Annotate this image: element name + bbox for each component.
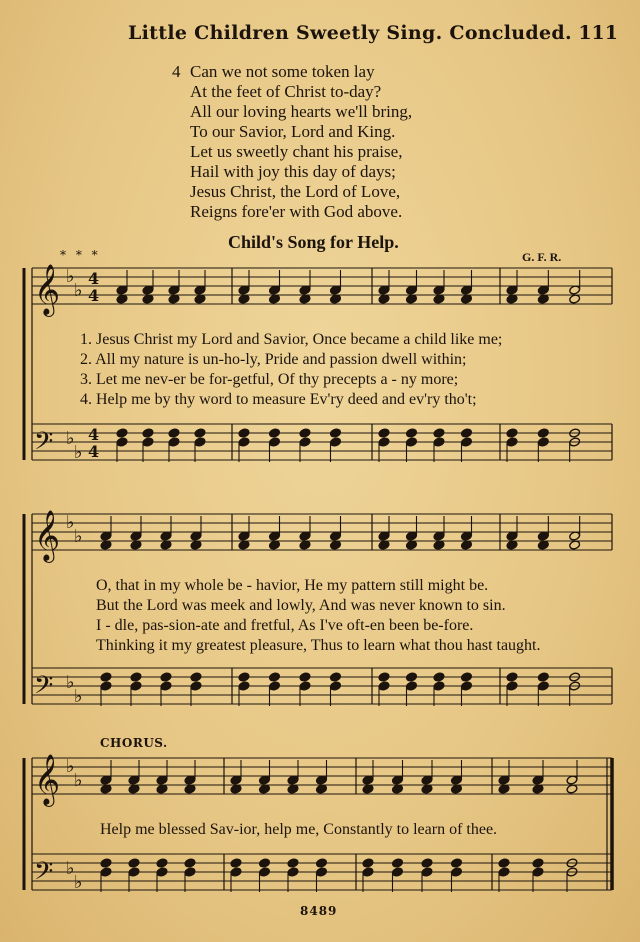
note-head [238, 428, 250, 438]
note-head [421, 858, 433, 868]
plate-number: 8489 [300, 904, 338, 918]
verse-line: Reigns fore'er with God above. [190, 202, 403, 221]
note-head [238, 681, 250, 691]
key-signature-flat: ♭ [66, 266, 75, 287]
note-head [392, 858, 404, 868]
note-head [128, 867, 140, 877]
note-head [230, 858, 242, 868]
time-signature-bottom: 4 [88, 286, 100, 305]
note-head [287, 858, 299, 868]
note-head [362, 867, 374, 877]
section-stars: * * * [60, 248, 101, 262]
note-head [130, 672, 142, 682]
song-title: Child's Song for Help. [228, 232, 399, 252]
note-head [116, 437, 128, 447]
key-signature-flat: ♭ [74, 280, 83, 301]
key-signature-flat: ♭ [74, 872, 83, 893]
lyric-line-system1: 4. Help me by thy word to measure Ev'ry deed and ev'ry tho't; [80, 391, 477, 408]
lyric-line-system1: 2. All my nature is un-ho-ly, Pride and passion dwell within; [80, 351, 467, 368]
bass-clef: 𝄢 [34, 427, 54, 462]
note-head [461, 681, 473, 691]
note-head [406, 672, 418, 682]
note-head [330, 681, 342, 691]
note-head [532, 867, 544, 877]
note-head [378, 672, 390, 682]
note-head [168, 437, 180, 447]
running-title: Little Children Sweetly Sing. Concluded. [128, 22, 572, 44]
note-head [433, 437, 445, 447]
key-signature-flat: ♭ [66, 428, 75, 449]
note-head [378, 681, 390, 691]
key-signature-flat: ♭ [66, 672, 75, 693]
note-head [433, 681, 445, 691]
note-head [156, 858, 168, 868]
verse-line: Jesus Christ, the Lord of Love, [190, 182, 401, 201]
note-head [537, 437, 549, 447]
note-head [194, 428, 206, 438]
note-head [451, 867, 463, 877]
time-signature-top: 4 [88, 269, 100, 288]
lyric-line-system2: But the Lord was meek and lowly, And was never known to sin. [96, 597, 506, 614]
note-head [156, 867, 168, 877]
note-head [506, 672, 518, 682]
note-head [537, 681, 549, 691]
key-signature-flat: ♭ [66, 512, 75, 533]
note-head [287, 867, 299, 877]
lyric-line-system2: Thinking it my greatest pleasure, Thus to learn what thou hast taught. [96, 637, 541, 654]
note-head [532, 858, 544, 868]
note-head [194, 437, 206, 447]
note-head [269, 428, 281, 438]
note-head [116, 428, 128, 438]
chorus-label: CHORUS. [100, 736, 168, 750]
note-head [299, 672, 311, 682]
note-head [506, 681, 518, 691]
note-head [330, 437, 342, 447]
note-head [461, 437, 473, 447]
verse-line: All our loving hearts we'll bring, [190, 102, 413, 121]
verse-line: To our Savior, Lord and King. [190, 122, 396, 141]
note-head [100, 858, 112, 868]
note-head [330, 672, 342, 682]
lyric-line-system2: I - dle, pas-sion-ate and fretful, As I've oft-en been be-fore. [96, 617, 474, 634]
note-head [433, 672, 445, 682]
verse-line: Can we not some token lay [190, 62, 375, 81]
note-head [269, 672, 281, 682]
note-head [100, 681, 112, 691]
note-head [238, 437, 250, 447]
lyric-line-system2: O, that in my whole be - havior, He my pattern still might be. [96, 577, 489, 594]
note-head [421, 867, 433, 877]
treble-clef: 𝄞 [34, 754, 61, 805]
key-signature-flat: ♭ [74, 442, 83, 463]
note-head [299, 681, 311, 691]
time-signature-top: 4 [88, 425, 100, 444]
note-head [259, 858, 271, 868]
note-head [406, 681, 418, 691]
note-head [128, 858, 140, 868]
note-head [142, 437, 154, 447]
note-head [299, 437, 311, 447]
note-head [378, 428, 390, 438]
key-signature-flat: ♭ [74, 770, 83, 791]
treble-clef: 𝄞 [34, 264, 61, 315]
verse-line: At the feet of Christ to-day? [190, 82, 382, 101]
note-head [190, 681, 202, 691]
verse-line: Let us sweetly chant his praise, [190, 142, 403, 161]
key-signature-flat: ♭ [74, 686, 83, 707]
note-head [461, 672, 473, 682]
note-head [537, 672, 549, 682]
note-head [461, 428, 473, 438]
note-head [100, 672, 112, 682]
note-head [392, 867, 404, 877]
note-head [506, 428, 518, 438]
key-signature-flat: ♭ [66, 756, 75, 777]
note-head [433, 428, 445, 438]
note-head [269, 437, 281, 447]
verse-number: 4 [172, 62, 181, 81]
note-head [406, 428, 418, 438]
note-head [451, 858, 463, 868]
time-signature-bottom: 4 [88, 442, 100, 461]
note-head [498, 867, 510, 877]
composer-initials: G. F. R. [522, 250, 562, 264]
note-head [299, 428, 311, 438]
note-head [537, 428, 549, 438]
note-head [316, 867, 328, 877]
treble-clef: 𝄞 [34, 510, 61, 561]
key-signature-flat: ♭ [74, 526, 83, 547]
key-signature-flat: ♭ [66, 858, 75, 879]
note-head [142, 428, 154, 438]
note-head [130, 681, 142, 691]
note-head [316, 858, 328, 868]
note-head [330, 428, 342, 438]
note-head [406, 437, 418, 447]
note-head [378, 437, 390, 447]
note-head [184, 858, 196, 868]
bass-clef: 𝄢 [34, 857, 54, 892]
lyric-line-system1: 3. Let me nev-er be for-getful, Of thy precepts a - ny more; [80, 371, 459, 388]
bass-clef: 𝄢 [34, 671, 54, 706]
note-head [498, 858, 510, 868]
note-head [269, 681, 281, 691]
note-head [238, 672, 250, 682]
note-head [259, 867, 271, 877]
note-head [168, 428, 180, 438]
note-head [506, 437, 518, 447]
note-head [362, 858, 374, 868]
note-head [190, 672, 202, 682]
note-head [160, 672, 172, 682]
page-number: 111 [578, 22, 618, 44]
note-head [160, 681, 172, 691]
note-head [184, 867, 196, 877]
note-head [100, 867, 112, 877]
note-head [230, 867, 242, 877]
lyric-line-system1: 1. Jesus Christ my Lord and Savior, Once became a child like me; [80, 331, 503, 348]
chorus-lyric: Help me blessed Sav-ior, help me, Constantly to learn of thee. [100, 821, 498, 838]
verse-line: Hail with joy this day of days; [190, 162, 396, 181]
